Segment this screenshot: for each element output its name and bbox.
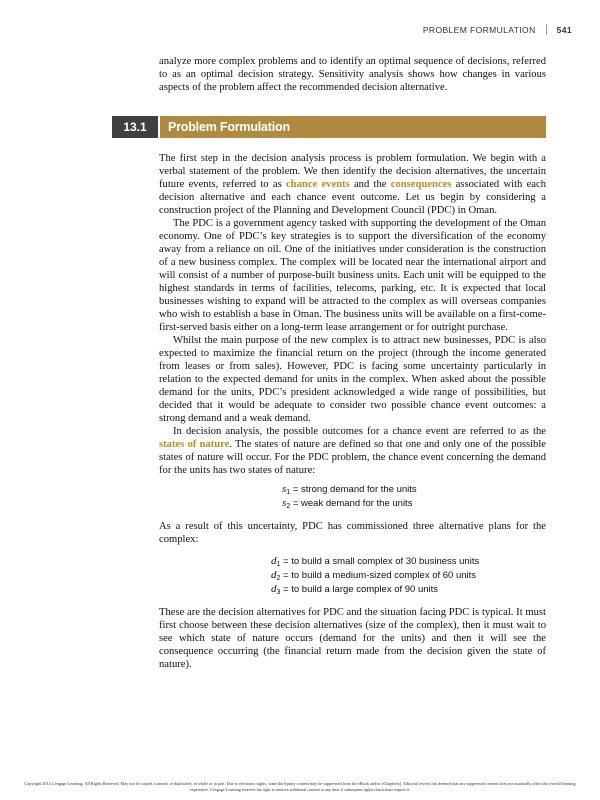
decision-symbol: d bbox=[271, 555, 277, 567]
keyword-states-of-nature: states of nature bbox=[159, 439, 230, 450]
state-subscript: 1 bbox=[286, 489, 291, 496]
decision-item bbox=[271, 569, 546, 583]
decision-definition: = to build a medium-sized complex of 60 units bbox=[280, 570, 477, 581]
state-definition: = weak demand for the units bbox=[290, 498, 413, 509]
paragraph-1-text-a: The first step in the decision analysis process is problem formulation. We begin with a verbal statement of the problem. We then identify the decision alternatives, the uncertain future events, referred to as bbox=[159, 153, 546, 190]
paragraph-1-text-b: and the bbox=[349, 179, 391, 190]
running-head-divider bbox=[546, 24, 547, 35]
paragraph-4 bbox=[159, 425, 546, 477]
decision-definition: = to build a small complex of 30 business units bbox=[280, 556, 480, 567]
state-symbol: s bbox=[282, 497, 287, 509]
state-item bbox=[282, 483, 546, 497]
decision-subscript: 2 bbox=[276, 575, 281, 582]
section-heading bbox=[112, 116, 546, 138]
paragraph-3: Whilst the main purpose of the new complex is to attract new businesses, PDC is also expected to maximize the financial return on the project (through the income generated from leases or from sales). However, PDC is facing some uncertainty particularly in relation to the expected demand for units in the complex. When asked about the possible demand for the units, PDC’s president acknowledged a wide range of possibilities, but decided that it would be adequate to consider two possible chance event outcomes: a strong demand and a weak demand. bbox=[159, 335, 546, 424]
decision-item bbox=[271, 555, 546, 569]
states-of-nature-list bbox=[159, 483, 546, 511]
decision-definition: = to build a large complex of 90 units bbox=[280, 584, 439, 595]
state-definition: = strong demand for the units bbox=[290, 484, 417, 495]
decision-symbol: d bbox=[271, 583, 277, 595]
running-head bbox=[423, 24, 572, 35]
keyword-chance-events: chance events bbox=[285, 179, 350, 190]
section-title: Problem Formulation bbox=[160, 116, 546, 138]
copyright-footer: Copyright 2014 Cengage Learning. All Rights Reserved. May not be copied, scanned, or duplicated, in whole or in part. Due to electronic rights, some third party content may be suppressed from the eBook and/or eChapter(s). Editorial review has deemed that any suppressed content does not materially affect the overall learning experience. Cengage Learning reserves the right to remove additional content at any time if subsequent rights restrictions require it. bbox=[24, 781, 576, 792]
state-symbol: s bbox=[282, 483, 287, 495]
state-item bbox=[282, 497, 546, 511]
paragraph-2: The PDC is a government agency tasked with supporting the development of the Oman economy. One of PDC’s key strategies is to support the diversification of the economy away from a reliance on oil. One of the initiatives under consideration is the construction of a new business complex. The complex will be located near the international airport and will consist of a number of purpose-built business units. Each unit will be equipped to the highest standards in terms of facilities, telecoms, parking, etc. It is expected that local businesses wishing to expand will be attracted to the complex as will overseas companies who wish to establish a base in Oman. The business units will be available on a first-come-first-served basis either on a long-term lease arrangement or for outright purchase. bbox=[159, 218, 546, 333]
keyword-consequences: consequences bbox=[390, 179, 452, 190]
decision-subscript: 1 bbox=[276, 561, 281, 568]
intro-paragraph-block bbox=[159, 55, 546, 94]
paragraph-5: As a result of this uncertainty, PDC has commissioned three alternative plans for the complex: bbox=[159, 521, 546, 545]
paragraph-1 bbox=[159, 152, 546, 217]
running-head-section: PROBLEM FORMULATION bbox=[422, 24, 536, 35]
decision-subscript: 3 bbox=[276, 589, 281, 596]
intro-paragraph: analyze more complex problems and to identify an optimal sequence of decisions, referred to as an optimal decision strategy. Sensitivity analysis shows how changes in various aspects of the problem affect the recommended decision alternative. bbox=[159, 56, 546, 93]
decision-item bbox=[271, 583, 546, 597]
main-text bbox=[159, 152, 546, 671]
paragraph-4-text-a: In decision analysis, the possible outcomes for a chance event are referred to as the bbox=[173, 426, 546, 437]
decision-symbol: d bbox=[271, 569, 277, 581]
state-subscript: 2 bbox=[286, 503, 291, 510]
page-number: 541 bbox=[556, 24, 572, 35]
decision-alternatives-list bbox=[159, 555, 546, 597]
paragraph-1-text-c: associated with each decision alternative and each chance event outcome. Let us begin by considering a construction project of the Planning and Development Council (PDC) in Oman. bbox=[159, 179, 547, 216]
paragraph-6: These are the decision alternatives for PDC and the situation facing PDC is typical. It must first choose between these decision alternatives (size of the complex), then it must wait to see which state of nature occurs (demand for the units) and then it will see the consequence occurring (the financial return made from the decision given the state of nature). bbox=[159, 607, 546, 670]
section-number: 13.1 bbox=[112, 116, 158, 138]
paragraph-4-text-b: . The states of nature are defined so that one and only one of the possible states of nature will occur. For the PDC problem, the chance event concerning the demand for the units has two states of nature: bbox=[159, 439, 546, 476]
